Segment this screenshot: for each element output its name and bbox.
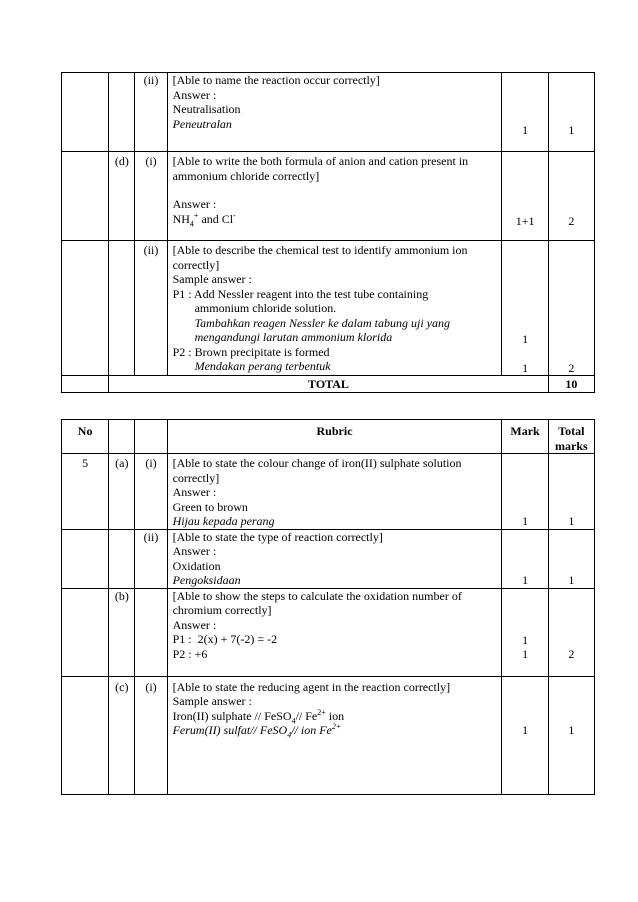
mark-cell: 1 1 <box>502 241 548 376</box>
total-cell: 1 <box>548 529 594 588</box>
header-rubric: Rubric <box>167 420 502 454</box>
subpart-label: (ii) <box>135 73 167 152</box>
rubric-line: [Able to state the type of reaction correctly] <box>172 529 383 544</box>
formula-line: Ferum(II) sulfat// FeSO$_4$// ion $Fe^{2+}$ <box>172 722 342 740</box>
rubric-line: P1 : Add Nessler reagent into the test tube containing <box>172 286 429 301</box>
part-label: (d) <box>109 152 135 241</box>
rubric-cell <box>167 588 502 676</box>
rubric-cell <box>167 73 502 152</box>
total-cell: 2 <box>548 241 594 376</box>
table-row <box>62 529 595 588</box>
rubric-cell <box>167 241 502 376</box>
rubric-line: [Able to state the reducing agent in the reaction correctly] <box>172 679 451 694</box>
part-label: (c) <box>109 676 135 794</box>
rubric-line: Answer : <box>172 617 217 632</box>
ion-formula: $NH_4^+$ and Cl- <box>172 210 236 228</box>
rubric-line: [Able to show the steps to calculate the oxidation number of chromium correctly] <box>172 588 462 617</box>
table-row <box>62 241 595 376</box>
marking-table-2 <box>61 419 595 795</box>
header-total-marks: Total marks <box>548 420 594 454</box>
formula-line: Iron(II) sulphate // FeSO$_4$// $Fe^{2+}$ ion <box>172 707 345 725</box>
rubric-line: Peneutralan <box>172 116 232 131</box>
rubric-line: Pengoksidaan <box>172 573 241 587</box>
rubric-cell <box>167 676 502 794</box>
rubric-line: mengandungi larutan ammonium klorida <box>194 330 393 344</box>
rubric-line: [Able to write the both formula of anion and cation present in ammonium chloride correctly] <box>172 154 469 183</box>
part-label: (b) <box>109 588 135 676</box>
rubric-cell <box>167 454 502 530</box>
total-value: 10 <box>548 376 594 393</box>
rubric-cell <box>167 152 502 241</box>
table-header <box>62 420 595 454</box>
part-label: (a) <box>109 454 135 530</box>
total-cell: 1 <box>548 73 594 152</box>
total-cell: 1 <box>548 676 594 794</box>
rubric-cell <box>167 529 502 588</box>
rubric-line: Answer : <box>172 197 217 211</box>
rubric-line: Answer : <box>172 87 217 102</box>
subpart-label: (i) <box>135 454 167 530</box>
header-no: No <box>62 420 109 454</box>
mark-cell: 1+1 <box>502 152 548 241</box>
table-row <box>62 73 595 152</box>
rubric-line: [Able to name the reaction occur correctly] <box>172 73 380 87</box>
total-cell: 2 <box>548 152 594 241</box>
rubric-line: Oxidation <box>172 558 221 573</box>
rubric-line: P2 : +6 <box>172 646 208 661</box>
subpart-label: (ii) <box>135 529 167 588</box>
rubric-line: Tambahkan reagen Nessler ke dalam tabung uji yang <box>194 315 450 330</box>
question-number: 5 <box>62 454 109 530</box>
mark-cell: 1 <box>502 454 548 530</box>
subpart-label: (i) <box>135 152 167 241</box>
table-row <box>62 676 595 794</box>
rubric-line: Sample answer : <box>172 272 252 286</box>
rubric-line: P1 : 2(x) + 7(-2) = -2 <box>172 632 278 646</box>
marking-table-1 <box>61 72 595 393</box>
rubric-line: Answer : <box>172 544 217 558</box>
rubric-line: ammonium chloride solution. <box>194 301 337 315</box>
rubric-line: Mendakan perang terbentuk <box>194 359 331 373</box>
table-row <box>62 588 595 676</box>
total-label: TOTAL <box>109 376 548 393</box>
rubric-line: Answer : <box>172 485 217 499</box>
total-row <box>62 376 595 393</box>
mark-cell: 1 <box>502 73 548 152</box>
mark-cell: 1 <box>502 529 548 588</box>
rubric-line: Sample answer : <box>172 694 252 708</box>
rubric-line: [Able to describe the chemical test to identify ammonium ion correctly] <box>172 243 468 272</box>
mark-cell: 1 1 <box>502 588 548 676</box>
rubric-line: Green to brown <box>172 499 248 514</box>
rubric-line: [Able to state the colour change of iron(II) sulphate solution correctly] <box>172 456 462 485</box>
total-cell: 2 <box>548 588 594 676</box>
mark-cell: 1 <box>502 676 548 794</box>
rubric-line: P2 : Brown precipitate is formed <box>172 344 330 359</box>
subpart-label: (i) <box>135 676 167 794</box>
header-mark: Mark <box>502 420 548 454</box>
table-row <box>62 454 595 530</box>
rubric-line: Hijau kepada perang <box>172 514 275 528</box>
table-row <box>62 152 595 241</box>
rubric-line: Neutralisation <box>172 102 241 116</box>
rubric-line <box>173 183 498 197</box>
subpart-label: (ii) <box>135 241 167 376</box>
total-cell: 1 <box>548 454 594 530</box>
